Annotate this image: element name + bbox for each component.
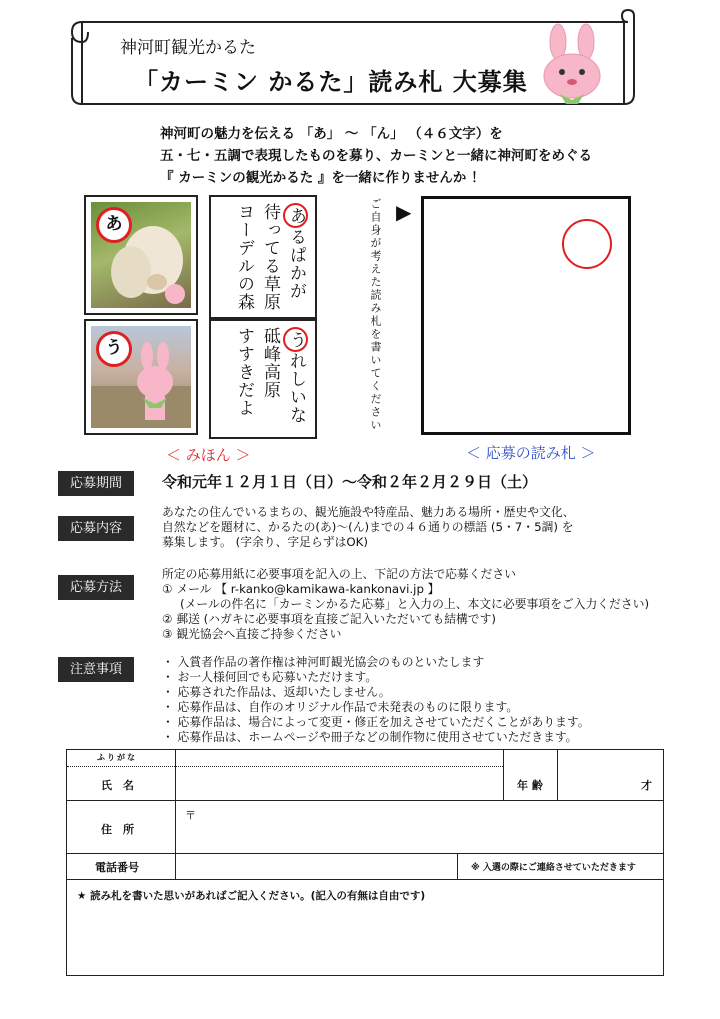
name-label: 氏 名 bbox=[101, 779, 134, 792]
sample-text-card-2 bbox=[209, 319, 317, 439]
method-label: 応募方法 bbox=[58, 575, 134, 600]
period-label: 応募期間 bbox=[58, 471, 134, 496]
sample-text-card-1 bbox=[209, 195, 317, 319]
notes-text: ・ 入賞者作品の著作権は神河町観光協会のものといたします ・ お一人様何回でも応募いただけます。 ・ 応募された作品は、返却いたしません。 ・ 応募作品は、自作のオリジナル作品で未発表のものに限ります。 ・ 応募作品は、場合によって変更・修正を加えさせていただくことがあります。 ・ 応募作品は、ホームページや冊子などの制作物に使用させていただきます。 bbox=[162, 655, 590, 744]
intro-line: 『 カーミンの観光かるた 』を一緒に作りませんか ！ bbox=[160, 170, 485, 186]
banner-subtitle: 神河町観光かるた bbox=[120, 38, 256, 58]
address-label: 住 所 bbox=[101, 823, 134, 836]
sample-line: 待ってる草原 bbox=[260, 203, 280, 311]
banner-title: 「カーミン かるた」読み札 大募集 bbox=[134, 68, 528, 96]
postal-mark: 〒 bbox=[185, 809, 196, 822]
first-letter-circle bbox=[562, 219, 612, 269]
sample-line: ヨーデルの森 bbox=[234, 203, 254, 311]
application-form bbox=[66, 749, 664, 976]
notes-label: 注意事項 bbox=[58, 657, 134, 682]
sample-line: 砥峰高原 bbox=[260, 327, 280, 399]
sample-line: すすきだよ bbox=[234, 327, 254, 417]
phone-label: 電話番号 bbox=[95, 861, 139, 874]
furigana-label: ふりがな bbox=[97, 753, 137, 762]
period-text: 令和元年１２月１日（日）～令和２年２月２９日（土） bbox=[162, 473, 538, 491]
method-text: 所定の応募用紙に必要事項を記入の上、下記の方法で応募ください ① メール 【 r-kanko@kamikawa-kankonavi.jp 】 (メールの件名に「カーミンかるた応募」と入力の上、本文に必要事項をご入力ください) ② 郵送 (ハガキに必要事項を直接ご記入いただいても結構です) ③ 観光協会へ直接ご持参ください bbox=[162, 567, 650, 641]
sample-first-char: う bbox=[283, 327, 308, 352]
intro-line: 神河町の魅力を伝える 「あ」 ～ 「ん」 （４６文字）を bbox=[160, 126, 503, 142]
arrow-icon: ▶ bbox=[396, 200, 412, 224]
age-unit: 才 bbox=[641, 779, 652, 792]
sample-line: るぱかが bbox=[286, 228, 306, 300]
sample-caption: ＜ みほん ＞ bbox=[166, 446, 251, 464]
sample-photo-card-2 bbox=[84, 319, 198, 435]
phone-note: ※ 入選の際にご連絡させていただきます bbox=[471, 863, 636, 873]
sample-photo-card-1 bbox=[84, 195, 198, 315]
age-label: 年 齢 bbox=[517, 779, 543, 792]
sample-first-char: あ bbox=[283, 203, 308, 228]
sample-letter-circle: う bbox=[96, 331, 132, 367]
sample-line: れしいな bbox=[286, 352, 306, 424]
sample-letter-circle: あ bbox=[96, 207, 132, 243]
entry-caption: ＜ 応募の読み札 ＞ bbox=[466, 444, 596, 462]
content-label: 応募内容 bbox=[58, 516, 134, 541]
phone-field[interactable] bbox=[177, 855, 455, 878]
intro-line: 五・七・五調で表現したものを募り、カーミンと一緒に神河町をめぐる bbox=[160, 148, 592, 164]
mascot-image bbox=[544, 24, 600, 104]
entry-card[interactable] bbox=[421, 196, 631, 435]
content-text: あなたの住んでいるまちの、観光施設や特産品、魅力ある場所・歴史や文化、 自然などを題材に、かるたの(あ)～(ん)までの４６通りの標語 (5・7・5調) を 募集します。 (字余り、字足らずはOK) bbox=[162, 505, 575, 549]
address-field[interactable] bbox=[177, 802, 661, 852]
thoughts-label: ★ 読み札を書いた思いがあればご記入ください。(記入の有無は自由です) bbox=[77, 890, 426, 902]
name-field[interactable] bbox=[177, 767, 501, 799]
thoughts-field[interactable] bbox=[71, 904, 659, 972]
write-instruction: ご自身が考えた読み札を書いてください bbox=[369, 198, 382, 432]
age-field[interactable] bbox=[559, 752, 633, 798]
